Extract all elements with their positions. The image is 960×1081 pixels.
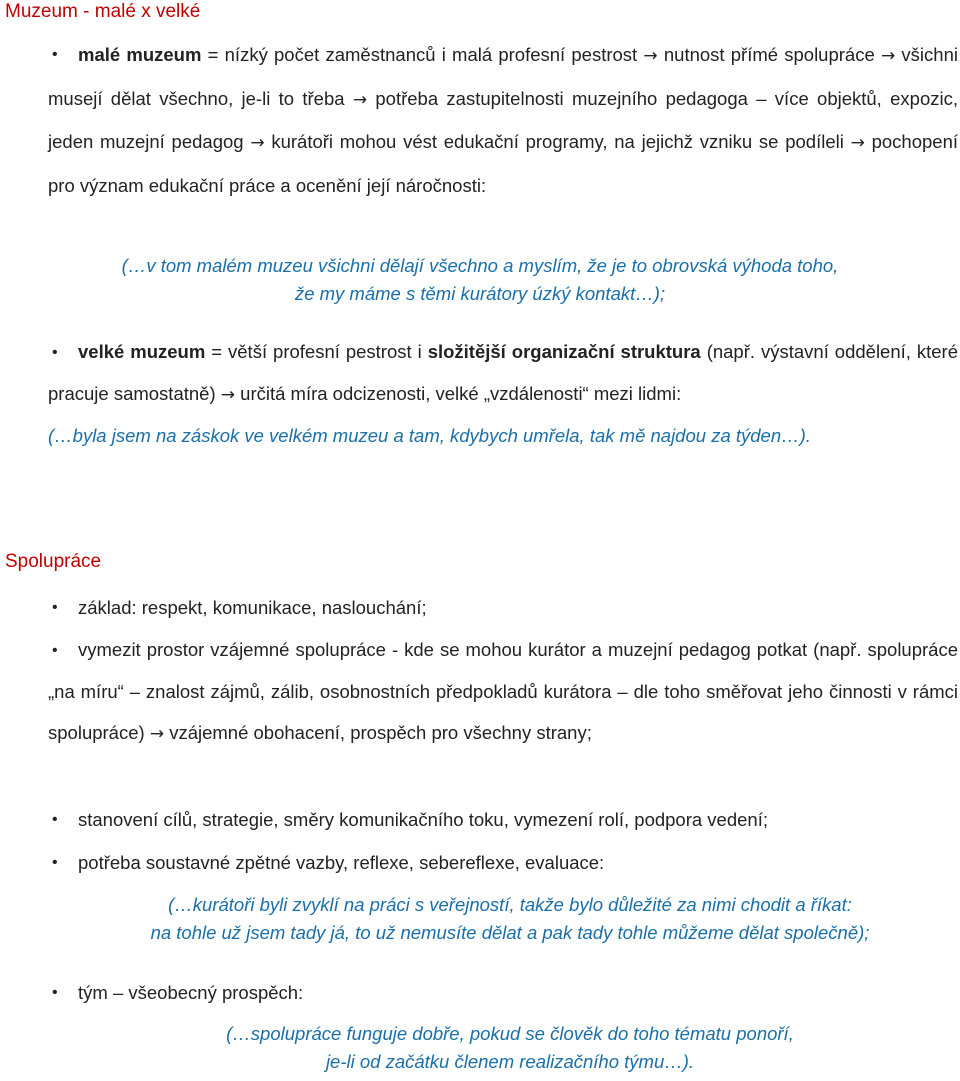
arrow-icon: →: [149, 724, 165, 744]
quote-small-museum: (…v tom malém muzeu všichni dělají všechno a myslím, že je to obrovská výhoda toho, že my máme s těmi kurátory úzký kontakt…);: [121, 255, 839, 304]
list-item-basis: základ: respekt, komunikace, naslouchání;: [78, 597, 427, 618]
quote-feedback: (…kurátoři byli zvyklí na práci s veřejností, takže bylo důležité za nimi chodit a říkat: na tohle už jsem tady já, to už nemusíte dělat a pak tady tohle můžeme dělat společně);: [150, 894, 870, 943]
list-item-define-space: vymezit prostor vzájemné spolupráce - kde se mohou kurátor a muzejní pedagog potkat (např. spolupráce „na míru“ – znalost zájmů, zálib, osobnostních předpokladů kurátora – dle toho směřovat jeho činnosti v rámci spolupráce) → vzájemné obohacení, prospěch pro všechny strany;: [48, 639, 958, 744]
list-item-feedback: potřeba soustavné zpětné vazby, reflexe, sebereflexe, evaluace:: [78, 852, 605, 873]
list-item-goals: stanovení cílů, strategie, směry komunikačního toku, vymezení rolí, podpora vedení;: [78, 809, 768, 830]
arrow-icon: →: [352, 89, 368, 110]
term-large-museum: velké muzeum: [78, 341, 206, 362]
arrow-icon: →: [220, 384, 236, 405]
paragraph-large-museum: velké muzeum = větší profesní pestrost i složitější organizační struktura (např. výstavní oddělení, které pracuje samostatně) → určitá míra odcizenosti, velké „vzdálenosti“ mezi lidmi:: [48, 341, 958, 405]
bullet-icon: •: [52, 811, 58, 828]
section-heading-museum: Muzeum - malé x velké: [5, 1, 201, 22]
bullet-icon: •: [52, 344, 58, 361]
bullet-icon: •: [52, 854, 58, 871]
arrow-icon: →: [880, 46, 896, 66]
arrow-icon: →: [850, 133, 865, 153]
list-item-team: tým – všeobecný prospěch:: [78, 982, 304, 1003]
quote-team: (…spolupráce funguje dobře, pokud se člověk do toho tématu ponoří, je-li od začátku členem realizačního týmu…).: [226, 1023, 794, 1072]
bullet-icon: •: [52, 46, 58, 63]
quote-large-museum: (…byla jsem na záskok ve velkém muzeu a tam, kdybych umřela, tak mě najdou za týden…).: [48, 425, 811, 446]
bullet-icon: •: [52, 599, 58, 616]
paragraph-small-museum: malé muzeum = nízký počet zaměstnanců i malá profesní pestrost → nutnost přímé spolupráce → všichni musejí dělat všechno, je-li to třeba → potřeba zastupitelnosti muzejního pedagoga – více objektů, expozic, jeden muzejní pedagog → kurátoři mohou vést edukační programy, na jejichž vzniku se podíleli → pochopení pro význam edukační práce a ocenění její náročnosti:: [48, 44, 959, 196]
section-heading-cooperation: Spolupráce: [5, 551, 102, 572]
arrow-icon: →: [250, 133, 265, 153]
bullet-icon: •: [52, 984, 58, 1001]
term-small-museum: malé muzeum: [78, 44, 202, 65]
bullet-icon: •: [52, 642, 58, 659]
arrow-icon: →: [643, 46, 658, 66]
